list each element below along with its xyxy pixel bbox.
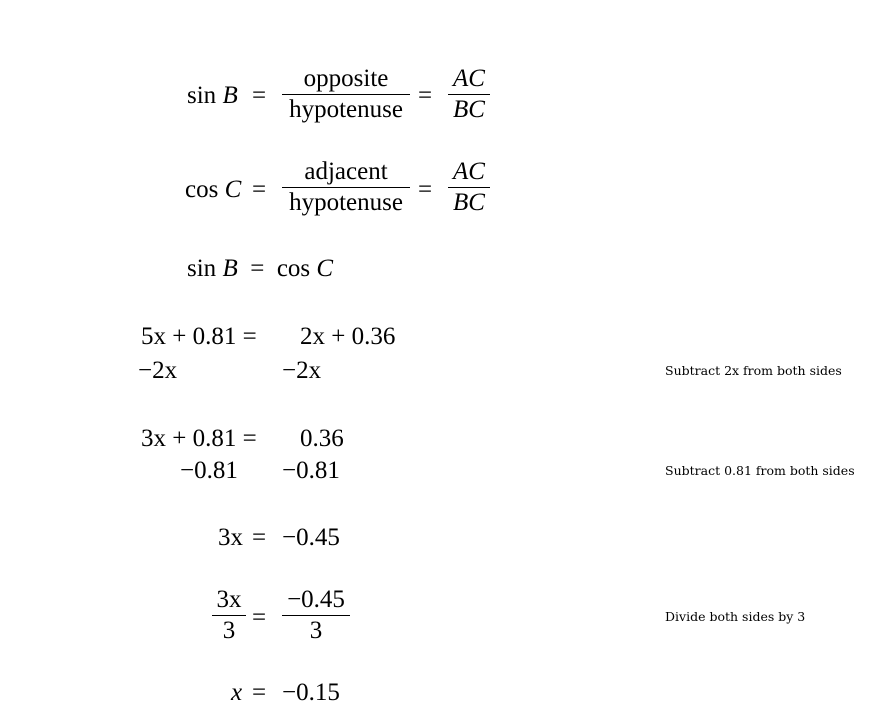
equals-sign: = [252, 524, 267, 551]
step-2-lhs: 3x + 0.81 = [141, 425, 257, 452]
sin-b-lhs: sin B [187, 82, 238, 109]
step-1-note: Subtract 2x from both sides [665, 363, 842, 378]
sin-b-equals-cos-c: sin B = cos C [187, 255, 334, 282]
step-3-rhs: −0.45 [282, 524, 340, 551]
step-3-lhs: 3x [218, 524, 243, 551]
step-2-rhs-subtract: −0.81 [282, 457, 340, 484]
fraction-numerator: 3x [216, 586, 242, 613]
fraction-denominator: hypotenuse [289, 96, 403, 124]
ac-over-bc-fraction [448, 157, 490, 218]
step-5-lhs: x [231, 679, 243, 706]
step-1-lhs: 5x + 0.81 = [141, 323, 257, 350]
step-4-note: Divide both sides by 3 [665, 609, 806, 624]
fraction-denominator: hypotenuse [289, 189, 403, 217]
step-1-rhs: 2x + 0.36 [300, 323, 396, 350]
fraction-denominator: BC [453, 189, 485, 217]
fraction-denominator: 3 [222, 617, 236, 645]
neg-045-over-three-fraction [282, 585, 350, 646]
equals-sign: = [418, 176, 433, 203]
step-1-lhs-subtract: −2x [138, 357, 178, 384]
three-x-over-three-fraction [212, 585, 246, 646]
equals-sign: = [252, 176, 267, 203]
step-1-rhs-subtract: −2x [282, 357, 322, 384]
fraction-numerator: −0.45 [287, 586, 345, 613]
fraction-denominator: 3 [309, 617, 323, 645]
step-2-rhs: 0.36 [300, 425, 344, 452]
fraction-denominator: BC [453, 96, 485, 124]
fraction-numerator: AC [453, 65, 485, 92]
fraction-numerator: AC [453, 158, 485, 185]
fraction-numerator: opposite [303, 65, 389, 92]
opposite-over-hypotenuse-fraction [282, 64, 410, 125]
equals-sign: = [252, 82, 267, 109]
fraction-numerator: adjacent [304, 158, 388, 185]
step-2-lhs-subtract: −0.81 [180, 457, 238, 484]
step-5-rhs: −0.15 [282, 679, 340, 706]
adjacent-over-hypotenuse-fraction [282, 157, 410, 218]
equals-sign: = [252, 604, 267, 631]
equals-sign: = [418, 82, 433, 109]
step-2-note: Subtract 0.81 from both sides [665, 463, 855, 478]
cos-c-lhs: cos C [185, 176, 242, 203]
equals-sign: = [252, 679, 267, 706]
ac-over-bc-fraction [448, 64, 490, 125]
